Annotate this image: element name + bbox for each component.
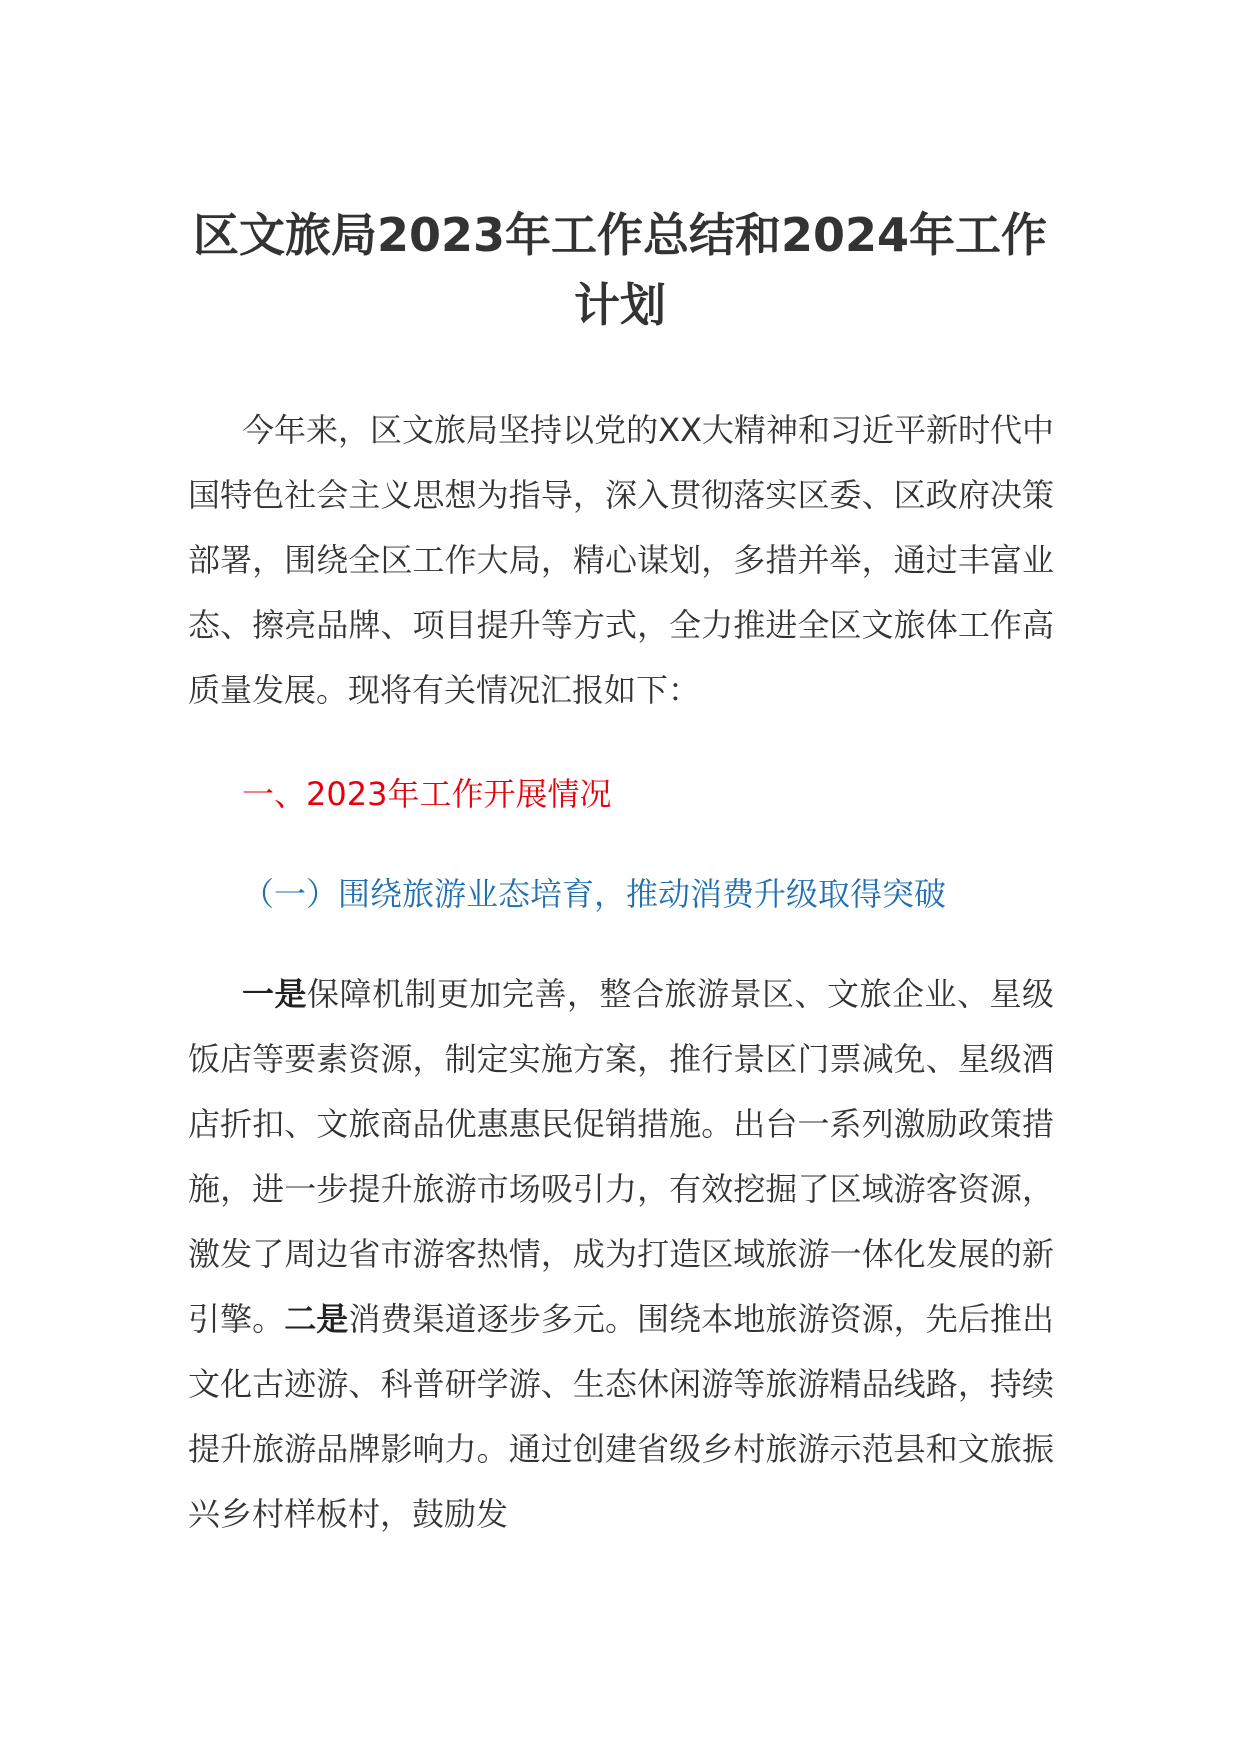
section-heading: 一、2023年工作开展情况 bbox=[242, 775, 612, 813]
subsection-heading: （一）围绕旅游业态培育，推动消费升级取得突破 bbox=[242, 875, 947, 913]
body-paragraph bbox=[188, 962, 1054, 1547]
point-1-lead: 一是 bbox=[242, 975, 307, 1013]
point-1-text: 保障机制更加完善，整合旅游景区、文旅企业、星级饭店等要素资源，制定实施方案，推行景区门票减免、星级酒店折扣、文旅商品优惠惠民促销措施。出台一系列激励政策措施，进一步提升旅游市场吸引力，有效挖掘了区域游客资源，激发了周边省市游客热情，成为打造区域旅游一体化发展的新引擎。 bbox=[188, 975, 1054, 1338]
intro-paragraph: 今年来，区文旅局坚持以党的XX大精神和习近平新时代中国特色社会主义思想为指导，深入贯彻落实区委、区政府决策部署，围绕全区工作大局，精心谋划，多措并举，通过丰富业态、擦亮品牌、项目提升等方式，全力推进全区文旅体工作高质量发展。现将有关情况汇报如下： bbox=[188, 411, 1054, 709]
point-2-lead: 二是 bbox=[284, 1300, 349, 1338]
document-title: 区文旅局2023年工作总结和2024年工作计划 bbox=[192, 208, 1048, 332]
point-2-text: 消费渠道逐步多元。围绕本地旅游资源，先后推出文化古迹游、科普研学游、生态休闲游等旅游精品线路，持续提升旅游品牌影响力。通过创建省级乡村旅游示范县和文旅振兴乡村样板村，鼓励发 bbox=[188, 1300, 1054, 1533]
